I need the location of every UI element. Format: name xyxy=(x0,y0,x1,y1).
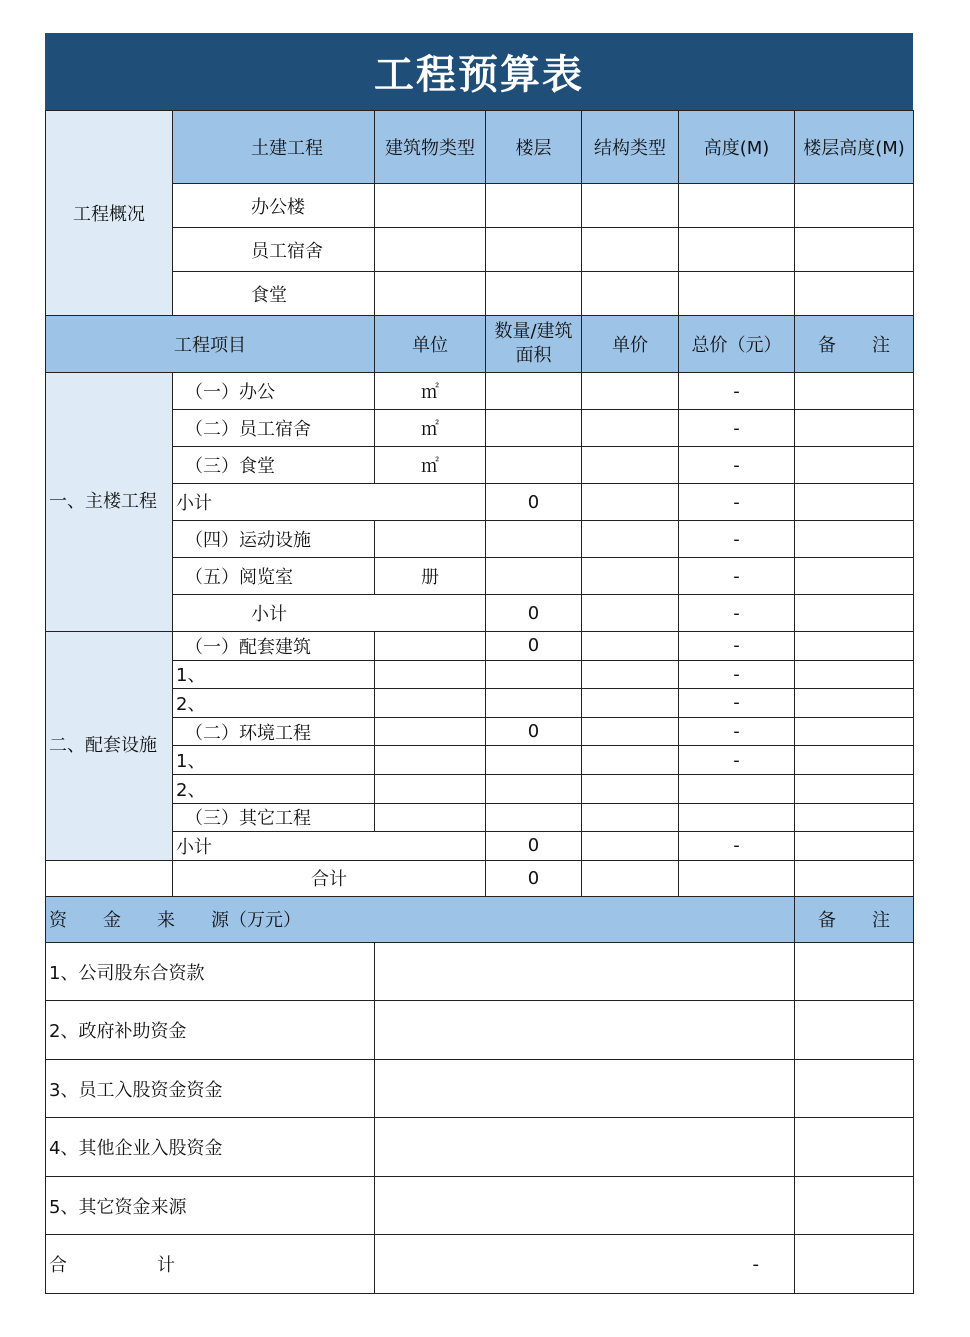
total-price-cell[interactable] xyxy=(679,774,795,803)
total-price-cell[interactable]: - xyxy=(679,447,795,484)
total-price-cell[interactable]: - xyxy=(679,717,795,746)
input-cell[interactable] xyxy=(679,228,795,272)
unit-cell[interactable] xyxy=(375,803,486,832)
unit-price-cell[interactable] xyxy=(582,595,679,632)
input-cell[interactable] xyxy=(795,272,914,316)
total-price-cell[interactable]: - xyxy=(679,521,795,558)
column-header: 数量/建筑面积 xyxy=(486,316,582,373)
remark-cell[interactable] xyxy=(795,717,914,746)
funding-amount[interactable] xyxy=(375,1059,795,1118)
column-header: 楼层高度(M) xyxy=(795,111,914,184)
input-cell[interactable] xyxy=(486,272,582,316)
input-cell[interactable] xyxy=(582,272,679,316)
table-row xyxy=(46,632,914,661)
column-header: 备 注 xyxy=(795,316,914,373)
table-row xyxy=(46,660,914,689)
quantity-cell[interactable]: 0 xyxy=(486,632,582,661)
section-label: 二、配套设施 xyxy=(46,632,173,861)
table-row xyxy=(46,717,914,746)
remark-cell[interactable] xyxy=(795,774,914,803)
quantity-cell[interactable] xyxy=(486,410,582,447)
overview-label: 工程概况 xyxy=(46,111,173,316)
remark-cell[interactable] xyxy=(795,410,914,447)
unit-cell[interactable]: ㎡ xyxy=(375,373,486,410)
remark-cell[interactable] xyxy=(795,832,914,861)
input-cell[interactable] xyxy=(375,272,486,316)
table-row xyxy=(46,1059,914,1118)
table-row xyxy=(46,373,914,410)
quantity-cell[interactable]: 0 xyxy=(486,484,582,521)
funding-source-name: 3、员工入股资金资金 xyxy=(46,1059,375,1118)
column-header: 工程项目 xyxy=(46,316,375,373)
item-name: 1、 xyxy=(173,660,375,689)
table-row xyxy=(46,860,914,896)
item-name: （四）运动设施 xyxy=(173,521,375,558)
unit-price-cell[interactable] xyxy=(582,717,679,746)
funding-remark[interactable] xyxy=(795,942,914,1001)
quantity-cell[interactable]: 0 xyxy=(486,832,582,861)
total-price-cell[interactable]: - xyxy=(679,746,795,775)
unit-price-cell[interactable] xyxy=(582,689,679,718)
table-row xyxy=(46,1118,914,1177)
funding-amount[interactable] xyxy=(375,1001,795,1060)
remark-cell[interactable] xyxy=(795,595,914,632)
item-name: （一）办公 xyxy=(173,373,375,410)
unit-price-cell[interactable] xyxy=(582,832,679,861)
subtotal-label: 小计 xyxy=(173,595,486,632)
unit-cell[interactable] xyxy=(375,632,486,661)
table-row xyxy=(46,111,914,184)
unit-price-cell[interactable] xyxy=(582,484,679,521)
unit-price-cell[interactable] xyxy=(582,558,679,595)
building-name: 员工宿舍 xyxy=(173,228,375,272)
quantity-cell[interactable]: 0 xyxy=(486,595,582,632)
grand-total-quantity: 0 xyxy=(486,860,582,896)
funding-total-value: - xyxy=(375,1235,795,1294)
funding-remark[interactable] xyxy=(795,1235,914,1294)
unit-cell[interactable] xyxy=(375,774,486,803)
subtotal-label: 小计 xyxy=(173,832,486,861)
funding-amount[interactable] xyxy=(375,942,795,1001)
input-cell[interactable] xyxy=(582,860,679,896)
remark-cell[interactable] xyxy=(795,632,914,661)
quantity-cell[interactable] xyxy=(486,660,582,689)
remark-cell[interactable] xyxy=(795,660,914,689)
input-cell[interactable] xyxy=(486,184,582,228)
item-name: 1、 xyxy=(173,746,375,775)
input-cell[interactable] xyxy=(795,228,914,272)
unit-price-cell[interactable] xyxy=(582,410,679,447)
input-cell[interactable] xyxy=(375,184,486,228)
table-row xyxy=(46,521,914,558)
funding-remark[interactable] xyxy=(795,1118,914,1177)
table-row xyxy=(46,184,914,228)
unit-cell[interactable] xyxy=(375,660,486,689)
quantity-cell[interactable] xyxy=(486,447,582,484)
item-name: （三）其它工程 xyxy=(173,803,375,832)
funding-remark-header: 备 注 xyxy=(795,896,914,942)
total-price-cell[interactable]: - xyxy=(679,632,795,661)
table-row xyxy=(46,1001,914,1060)
funding-remark[interactable] xyxy=(795,1059,914,1118)
item-name: 2、 xyxy=(173,689,375,718)
column-header: 单位 xyxy=(375,316,486,373)
unit-cell[interactable] xyxy=(375,689,486,718)
unit-price-cell[interactable] xyxy=(582,447,679,484)
funding-total-label: 合 计 xyxy=(46,1235,375,1294)
empty-cell xyxy=(46,860,173,896)
quantity-cell[interactable] xyxy=(486,521,582,558)
unit-price-cell[interactable] xyxy=(582,746,679,775)
column-header: 高度(M) xyxy=(679,111,795,184)
total-price-cell[interactable]: - xyxy=(679,660,795,689)
remark-cell[interactable] xyxy=(795,689,914,718)
input-cell[interactable] xyxy=(486,228,582,272)
total-price-cell[interactable]: - xyxy=(679,373,795,410)
total-price-cell[interactable]: - xyxy=(679,410,795,447)
table-row xyxy=(46,316,914,373)
item-name: （二）员工宿舍 xyxy=(173,410,375,447)
table-row xyxy=(46,410,914,447)
total-price-cell[interactable]: - xyxy=(679,832,795,861)
table-row xyxy=(46,228,914,272)
input-cell[interactable] xyxy=(375,228,486,272)
grand-total-label: 合计 xyxy=(173,860,486,896)
input-cell[interactable] xyxy=(582,228,679,272)
budget-table xyxy=(45,110,914,1294)
remark-cell[interactable] xyxy=(795,803,914,832)
item-name: （一）配套建筑 xyxy=(173,632,375,661)
funding-header: 资 金 来 源（万元） xyxy=(46,896,795,942)
unit-cell[interactable]: 册 xyxy=(375,558,486,595)
table-row xyxy=(46,447,914,484)
table-row xyxy=(46,832,914,861)
funding-amount[interactable] xyxy=(375,1176,795,1235)
item-name: 2、 xyxy=(173,774,375,803)
remark-cell[interactable] xyxy=(795,373,914,410)
column-header: 楼层 xyxy=(486,111,582,184)
table-row xyxy=(46,558,914,595)
input-cell[interactable] xyxy=(795,184,914,228)
building-name: 办公楼 xyxy=(173,184,375,228)
unit-price-cell[interactable] xyxy=(582,660,679,689)
remark-cell[interactable] xyxy=(795,447,914,484)
unit-price-cell[interactable] xyxy=(582,632,679,661)
column-header: 结构类型 xyxy=(582,111,679,184)
total-price-cell[interactable]: - xyxy=(679,689,795,718)
input-cell[interactable] xyxy=(582,184,679,228)
table-row xyxy=(46,1235,914,1294)
column-header: 土建工程 xyxy=(173,111,375,184)
column-header: 单价 xyxy=(582,316,679,373)
input-cell[interactable] xyxy=(679,272,795,316)
funding-source-name: 1、公司股东合资款 xyxy=(46,942,375,1001)
budget-sheet xyxy=(45,33,913,1294)
total-price-cell[interactable]: - xyxy=(679,595,795,632)
total-price-cell[interactable] xyxy=(679,803,795,832)
funding-remark[interactable] xyxy=(795,1001,914,1060)
input-cell[interactable] xyxy=(795,860,914,896)
quantity-cell[interactable] xyxy=(486,689,582,718)
table-row xyxy=(46,595,914,632)
table-row xyxy=(46,272,914,316)
table-row xyxy=(46,484,914,521)
remark-cell[interactable] xyxy=(795,484,914,521)
quantity-cell[interactable] xyxy=(486,803,582,832)
remark-cell[interactable] xyxy=(795,746,914,775)
sheet-title: 工程预算表 xyxy=(45,33,913,110)
remark-cell[interactable] xyxy=(795,558,914,595)
unit-price-cell[interactable] xyxy=(582,774,679,803)
table-row xyxy=(46,896,914,942)
section-label: 一、主楼工程 xyxy=(46,373,173,632)
column-header: 建筑物类型 xyxy=(375,111,486,184)
unit-price-cell[interactable] xyxy=(582,373,679,410)
quantity-cell[interactable] xyxy=(486,558,582,595)
remark-cell[interactable] xyxy=(795,521,914,558)
table-row xyxy=(46,942,914,1001)
table-row xyxy=(46,746,914,775)
table-row xyxy=(46,774,914,803)
table-row xyxy=(46,689,914,718)
quantity-cell[interactable] xyxy=(486,774,582,803)
item-name: （二）环境工程 xyxy=(173,717,375,746)
unit-cell[interactable]: ㎡ xyxy=(375,447,486,484)
item-name: （五）阅览室 xyxy=(173,558,375,595)
item-name: （三）食堂 xyxy=(173,447,375,484)
table-row xyxy=(46,1176,914,1235)
funding-amount[interactable] xyxy=(375,1118,795,1177)
funding-source-name: 4、其他企业入股资金 xyxy=(46,1118,375,1177)
funding-remark[interactable] xyxy=(795,1176,914,1235)
input-cell[interactable] xyxy=(679,860,795,896)
total-price-cell[interactable]: - xyxy=(679,484,795,521)
quantity-cell[interactable]: 0 xyxy=(486,717,582,746)
quantity-cell[interactable] xyxy=(486,746,582,775)
building-name: 食堂 xyxy=(173,272,375,316)
unit-cell[interactable]: ㎡ xyxy=(375,410,486,447)
total-price-cell[interactable]: - xyxy=(679,558,795,595)
quantity-cell[interactable] xyxy=(486,373,582,410)
funding-source-name: 5、其它资金来源 xyxy=(46,1176,375,1235)
funding-source-name: 2、政府补助资金 xyxy=(46,1001,375,1060)
subtotal-label: 小计 xyxy=(173,484,486,521)
table-row xyxy=(46,803,914,832)
column-header: 总价（元） xyxy=(679,316,795,373)
unit-cell[interactable] xyxy=(375,746,486,775)
input-cell[interactable] xyxy=(679,184,795,228)
unit-price-cell[interactable] xyxy=(582,521,679,558)
unit-cell[interactable] xyxy=(375,717,486,746)
unit-cell[interactable] xyxy=(375,521,486,558)
unit-price-cell[interactable] xyxy=(582,803,679,832)
